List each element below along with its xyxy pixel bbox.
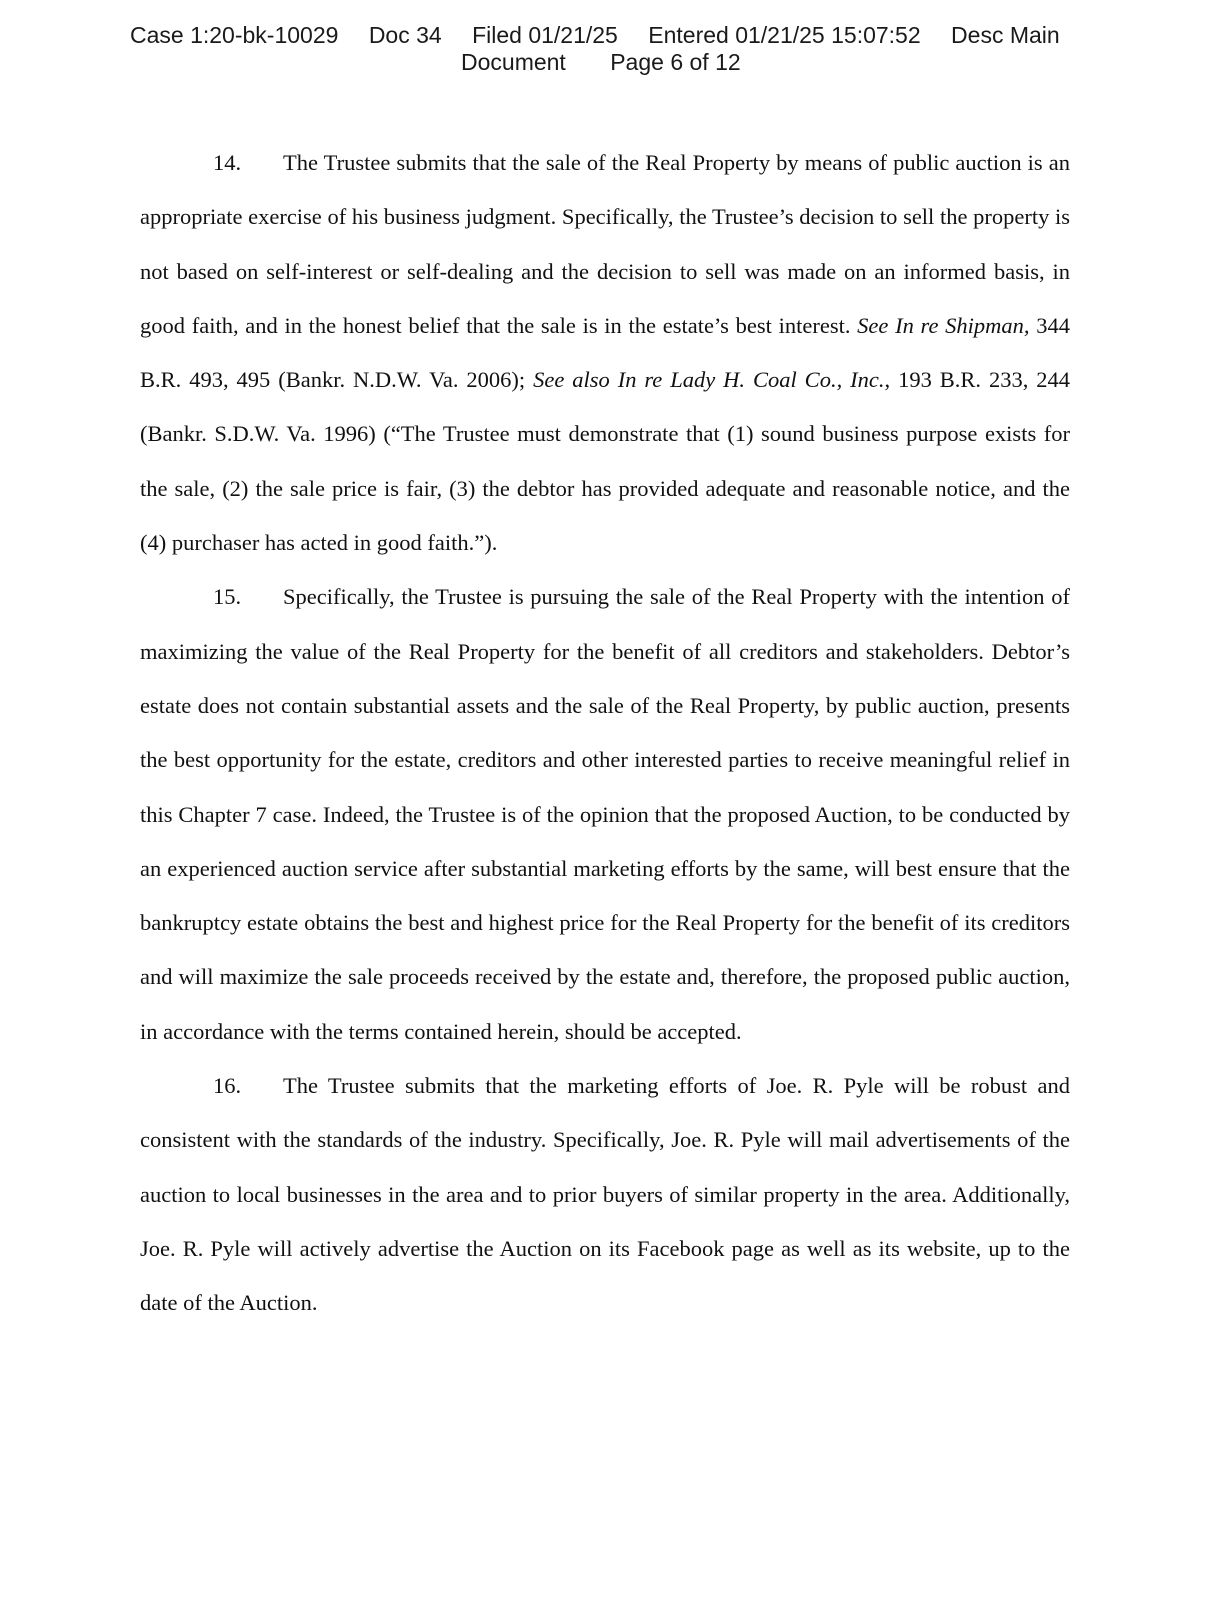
description: Desc Main xyxy=(951,22,1060,48)
paragraph-number: 14. xyxy=(213,150,242,175)
paragraph-14 xyxy=(140,136,1070,570)
paragraph-text: 344 B.R. 493, 495 (Bankr. N.D.W. Va. 2006); xyxy=(140,312,1070,393)
paragraph-text: , 193 B.R. 233, 244 (Bankr. S.D.W. Va. 1996) (“The Trustee must demonstrate that (1) sound business purpose exists for the sale, (2) the sale price is fair, (3) the debtor has provided adequate and reasonable notice, and the (4) purchaser has acted in good faith.”). xyxy=(140,367,1071,556)
paragraph-number: 16. xyxy=(213,1073,242,1099)
document-label: Document xyxy=(461,49,566,75)
page-indicator: Page 6 of 12 xyxy=(610,49,741,75)
paragraph-16 xyxy=(140,1059,1070,1330)
paragraph-text: The Trustee submits that the sale of the Real Property by means of public auction is an appropriate exercise of his business judgment. Specifically, the Trustee’s decision to sell the property is not based on self-interest or self-dealing and the decision to sell was made on an informed basis, in good faith, and in the honest belief that the sale is in the estate’s best interest. xyxy=(140,150,1070,338)
case-number: Case 1:20-bk-10029 xyxy=(130,22,339,48)
header-line-2 xyxy=(461,49,741,76)
case-citation: See also In re Lady H. Coal Co., Inc. xyxy=(533,367,885,393)
paragraph-text: The Trustee submits that the marketing efforts of Joe. R. Pyle will be robust and consistent with the standards of the industry. Specifically, Joe. R. Pyle will mail advertisements of the auction to local businesses in the area and to prior buyers of similar property in the area. Additionally, Joe. R. Pyle will actively advertise the Auction on its Facebook page as well as its website, up to the date of the Auction. xyxy=(140,1073,1070,1316)
entered-date: Entered 01/21/25 15:07:52 xyxy=(648,22,921,48)
case-citation: See In re Shipman, xyxy=(857,312,1030,338)
filed-date: Filed 01/21/25 xyxy=(472,22,618,48)
paragraph-text: Specifically, the Trustee is pursuing the sale of the Real Property with the intention of maximizing the value of the Real Property for the benefit of all creditors and stakeholders. Debtor’s estate does not contain substantial assets and the sale of the Real Property, by public auction, presents the best opportunity for the estate, creditors and other interested parties to receive meaningful relief in this Chapter 7 case. Indeed, the Trustee is of the opinion that the proposed Auction, to be conducted by an experienced auction service after substantial marketing efforts by the same, will best ensure that the bankruptcy estate obtains the best and highest price for the Real Property for the benefit of its creditors and will maximize the sale proceeds received by the estate and, therefore, the proposed public auction, in accordance with the terms contained herein, should be accepted. xyxy=(140,584,1070,1044)
header-line-1 xyxy=(130,22,1060,49)
doc-number: Doc 34 xyxy=(368,22,442,48)
document-body xyxy=(140,136,1070,1331)
paragraph-15 xyxy=(140,570,1070,1059)
paragraph-number: 15. xyxy=(213,584,242,610)
